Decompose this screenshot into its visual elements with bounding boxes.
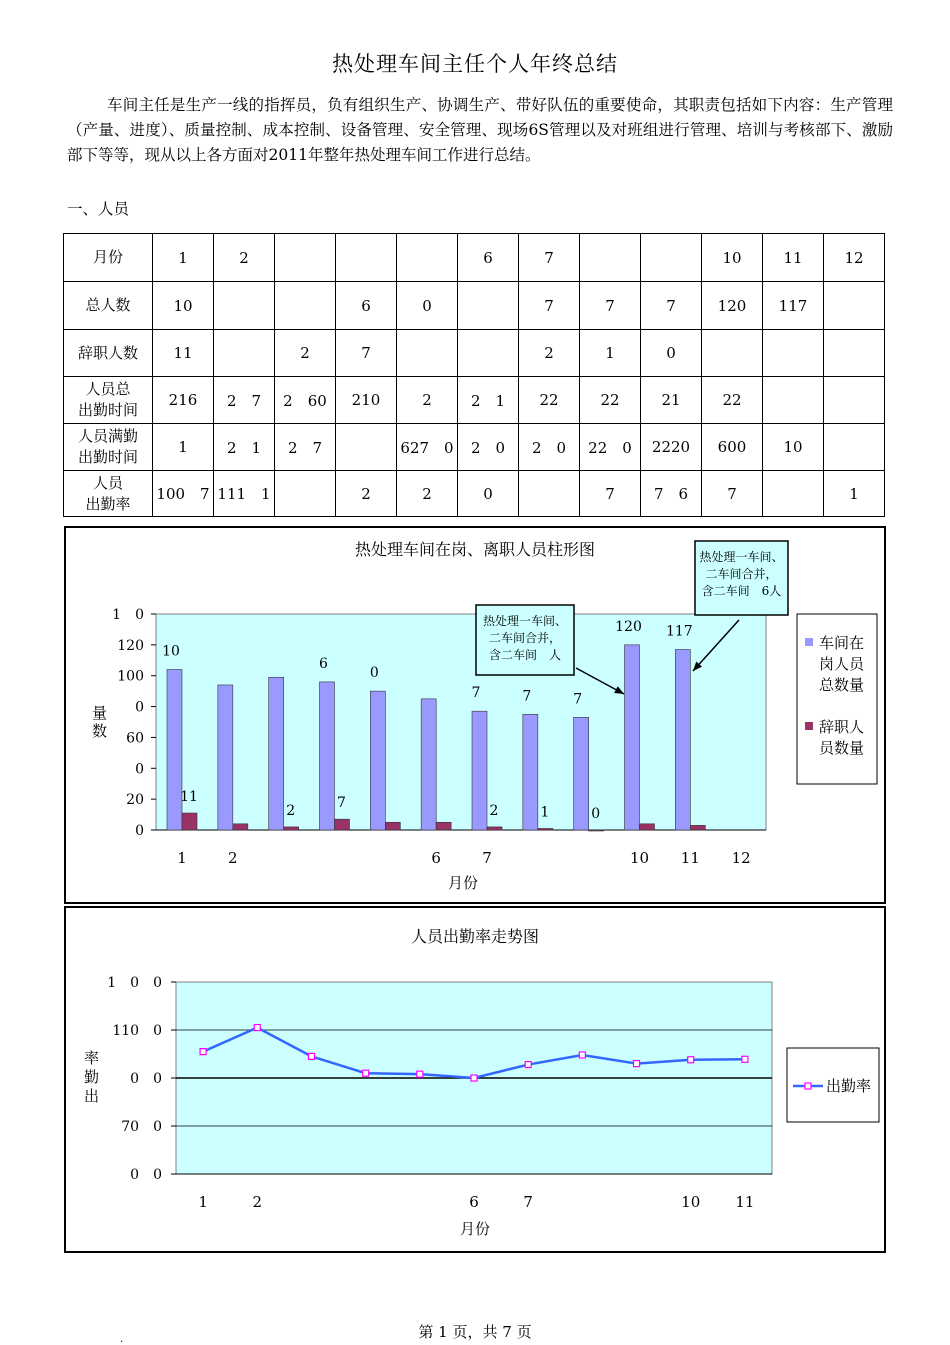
- data-point: [200, 1049, 206, 1055]
- table-row: [64, 234, 885, 282]
- bar-resigned-label: 2: [286, 802, 296, 819]
- row-header: 人员满勤 出勤时间: [64, 424, 153, 471]
- x-tick-label: 7: [523, 1193, 533, 1211]
- data-point: [471, 1075, 477, 1081]
- data-point: [742, 1056, 748, 1062]
- x-axis-label: 月份: [447, 874, 479, 892]
- data-point: [254, 1025, 260, 1031]
- bar-resigned: [640, 824, 655, 830]
- legend-marker: [805, 1083, 811, 1089]
- table-cell: 10: [702, 234, 763, 282]
- bar-onduty: [218, 685, 233, 830]
- table-cell: 2 1: [458, 377, 519, 424]
- data-point: [308, 1053, 314, 1059]
- x-tick-label: 10: [629, 849, 650, 867]
- data-point: [634, 1061, 640, 1067]
- table-cell: 1: [153, 424, 214, 471]
- table-cell: 7: [336, 330, 397, 377]
- y-tick-label: 0: [135, 699, 144, 716]
- footer-mark: .: [120, 1334, 124, 1345]
- y-axis-label-char: 勤: [84, 1068, 100, 1086]
- y-axis-label-char: 率: [84, 1049, 100, 1067]
- table-cell: 2 7: [214, 377, 275, 424]
- table-cell: 11: [153, 330, 214, 377]
- y-tick-label: 120: [117, 637, 144, 654]
- chart-title: 热处理车间在岗、离职人员柱形图: [354, 540, 596, 559]
- table-cell: [275, 234, 336, 282]
- table-cell: [214, 282, 275, 330]
- data-point: [688, 1057, 694, 1063]
- callout-text: 热处理一车间、二车间合并，含二车间 人: [482, 614, 568, 662]
- table-row: [64, 377, 885, 424]
- row-header: 辞职人数: [64, 330, 153, 377]
- table-cell: 0: [458, 471, 519, 517]
- x-tick-label: 12: [731, 849, 751, 867]
- table-cell: [580, 234, 641, 282]
- y-tick-label: 70 0: [121, 1119, 162, 1135]
- bar-resigned-label: 1: [540, 804, 550, 821]
- bar-resigned: [385, 822, 400, 830]
- y-axis-label-1: 量: [92, 704, 108, 722]
- table-cell: 2 7: [275, 424, 336, 471]
- bar-resigned-label: 0: [591, 806, 601, 822]
- bar-resigned: [182, 813, 197, 830]
- table-cell: 22: [702, 377, 763, 424]
- x-tick-label: 7: [482, 849, 492, 867]
- table-cell: [458, 282, 519, 330]
- table-cell: 1: [153, 234, 214, 282]
- row-header: 总人数: [64, 282, 153, 330]
- bar-resigned: [436, 822, 451, 830]
- table-cell: [214, 330, 275, 377]
- table-cell: 7: [702, 471, 763, 517]
- bar-onduty: [269, 677, 284, 830]
- bar-resigned: [487, 827, 502, 830]
- table-cell: 627 0: [397, 424, 458, 471]
- table-cell: [763, 377, 824, 424]
- table-cell: 2 0: [458, 424, 519, 471]
- y-tick-label: 60: [126, 730, 144, 747]
- table-cell: [519, 471, 580, 517]
- bar-onduty: [574, 717, 589, 830]
- table-cell: [641, 234, 702, 282]
- table-cell: [763, 330, 824, 377]
- table-cell: 7: [641, 282, 702, 330]
- row-header: 月份: [64, 234, 153, 282]
- document-title: 热处理车间主任个人年终总结: [332, 52, 618, 76]
- table-cell: 120: [702, 282, 763, 330]
- table-cell: 6: [458, 234, 519, 282]
- table-cell: 7: [580, 471, 641, 517]
- bar-resigned: [690, 825, 705, 830]
- x-tick-label: 10: [681, 1193, 701, 1211]
- table-cell: 600: [702, 424, 763, 471]
- x-tick-label: 2: [252, 1193, 263, 1211]
- callout-text: 热处理一车间、二车间合并，含二车间 6人: [699, 550, 784, 598]
- bar-onduty: [625, 645, 640, 830]
- table-cell: 0: [641, 330, 702, 377]
- row-header: 人员 出勤率: [64, 471, 153, 517]
- bar-onduty-label: 6: [319, 655, 328, 672]
- bar-onduty: [320, 682, 335, 830]
- table-cell: 2: [275, 330, 336, 377]
- bar-onduty-label: 7: [471, 685, 481, 702]
- x-tick-label: 2: [228, 849, 238, 867]
- table-cell: 117: [763, 282, 824, 330]
- x-axis-label: 月份: [459, 1220, 491, 1238]
- table-row: [64, 424, 885, 471]
- bar-onduty-label: 7: [522, 688, 532, 705]
- bar-onduty: [523, 714, 538, 830]
- table-cell: 7: [519, 234, 580, 282]
- table-cell: 10: [763, 424, 824, 471]
- bar-onduty: [167, 670, 182, 830]
- table-row: [64, 330, 885, 377]
- table-cell: 2 1: [214, 424, 275, 471]
- data-point: [525, 1062, 531, 1068]
- table-cell: 12: [824, 234, 885, 282]
- table-cell: [336, 424, 397, 471]
- bar-onduty-label: 117: [665, 623, 693, 640]
- table-cell: [397, 234, 458, 282]
- table-cell: [763, 471, 824, 517]
- bar-onduty-label: 10: [162, 643, 180, 660]
- bar-resigned: [335, 819, 350, 830]
- legend-item: 车间在岗人员总数量: [819, 634, 865, 694]
- data-point: [417, 1071, 423, 1077]
- attendance-table: [63, 233, 885, 517]
- y-tick-label: 1 0 0: [107, 975, 162, 991]
- table-row: [64, 282, 885, 330]
- table-cell: 7: [580, 282, 641, 330]
- section-heading-personnel: 一、人员: [67, 200, 130, 218]
- bar-resigned: [233, 824, 248, 830]
- y-tick-label: 20: [126, 792, 144, 809]
- bar-onduty-label: 7: [573, 691, 583, 708]
- y-tick-label: 0: [135, 761, 144, 778]
- y-tick-label: 0 0: [130, 1071, 162, 1087]
- table-cell: 2 0: [519, 424, 580, 471]
- legend-item: 辞职人员数量: [819, 718, 865, 757]
- bar-resigned: [284, 827, 299, 830]
- table-cell: 2: [519, 330, 580, 377]
- intro-paragraph: 车间主任是生产一线的指挥员，负有组织生产、协调生产、带好队伍的重要使命，其职责包括如下内容：生产管理（产量、进度）、质量控制、成本控制、设备管理、安全管理、现场6S管理以及对班组进行管理、培训与考核部下、激励部下等等，现从以上各方面对2011年整年热处理车间工作进行总结。: [67, 96, 893, 164]
- table-cell: [824, 330, 885, 377]
- row-header: 人员总 出勤时间: [64, 377, 153, 424]
- table-cell: 7 6: [641, 471, 702, 517]
- y-tick-label: 110 0: [112, 1023, 162, 1039]
- table-cell: 0: [397, 282, 458, 330]
- table-cell: [824, 282, 885, 330]
- table-cell: [824, 377, 885, 424]
- table-cell: 11: [763, 234, 824, 282]
- table-cell: 10: [153, 282, 214, 330]
- chart-title: 人员出勤率走势图: [410, 927, 540, 946]
- table-cell: [336, 234, 397, 282]
- bar-onduty: [472, 711, 487, 830]
- table-cell: 1: [824, 471, 885, 517]
- bar-chart-panel: [64, 526, 886, 904]
- table-cell: 2: [214, 234, 275, 282]
- table-cell: 2 60: [275, 377, 336, 424]
- bar-chart: [66, 528, 884, 902]
- table-cell: [275, 282, 336, 330]
- table-cell: 22 0: [580, 424, 641, 471]
- table-cell: 100 7: [153, 471, 214, 517]
- bar-resigned-label: 11: [180, 789, 198, 806]
- data-point: [579, 1052, 585, 1058]
- bar-resigned-label: 2: [489, 802, 499, 819]
- table-cell: 210: [336, 377, 397, 424]
- x-tick-label: 6: [431, 849, 441, 867]
- table-cell: 2: [397, 471, 458, 517]
- plot-area: [156, 614, 766, 830]
- table-cell: 216: [153, 377, 214, 424]
- table-cell: 6: [336, 282, 397, 330]
- x-tick-label: 1: [198, 1193, 208, 1211]
- legend-swatch: [805, 722, 813, 730]
- y-tick-label: 1 0: [112, 607, 144, 623]
- table-cell: 1: [580, 330, 641, 377]
- y-tick-label: 0 0: [130, 1167, 162, 1183]
- line-chart: [66, 908, 884, 1251]
- table-cell: 22: [519, 377, 580, 424]
- bar-onduty: [370, 691, 385, 830]
- legend-item: 出勤率: [826, 1077, 872, 1095]
- table-cell: 7: [519, 282, 580, 330]
- table-cell: 111 1: [214, 471, 275, 517]
- table-row: [64, 471, 885, 517]
- y-axis-label-char: 出: [84, 1087, 100, 1105]
- table-cell: 21: [641, 377, 702, 424]
- bar-onduty: [421, 699, 436, 830]
- legend-swatch: [805, 638, 813, 646]
- x-tick-label: 11: [680, 849, 700, 867]
- line-chart-panel: [64, 906, 886, 1253]
- table-cell: [397, 330, 458, 377]
- table-cell: [824, 424, 885, 471]
- y-tick-label: 100: [117, 668, 144, 685]
- table-cell: [275, 471, 336, 517]
- bar-onduty-label: 120: [615, 618, 642, 635]
- data-point: [363, 1070, 369, 1076]
- page-footer: 第 1 页，共 7 页: [418, 1323, 532, 1341]
- bar-resigned-label: 7: [337, 795, 346, 812]
- y-tick-label: 0: [135, 823, 144, 839]
- x-tick-label: 11: [735, 1193, 755, 1211]
- bar-resigned: [589, 830, 604, 831]
- bar-resigned: [538, 828, 553, 830]
- bar-onduty-label: 0: [369, 665, 379, 682]
- table-cell: 2: [397, 377, 458, 424]
- x-tick-label: 6: [469, 1193, 479, 1211]
- table-cell: 22: [580, 377, 641, 424]
- table-cell: 2: [336, 471, 397, 517]
- y-axis-label-2: 数: [92, 722, 108, 740]
- bar-onduty: [675, 649, 690, 830]
- table-cell: [702, 330, 763, 377]
- table-cell: 2220: [641, 424, 702, 471]
- x-tick-label: 1: [177, 849, 187, 867]
- table-cell: [458, 330, 519, 377]
